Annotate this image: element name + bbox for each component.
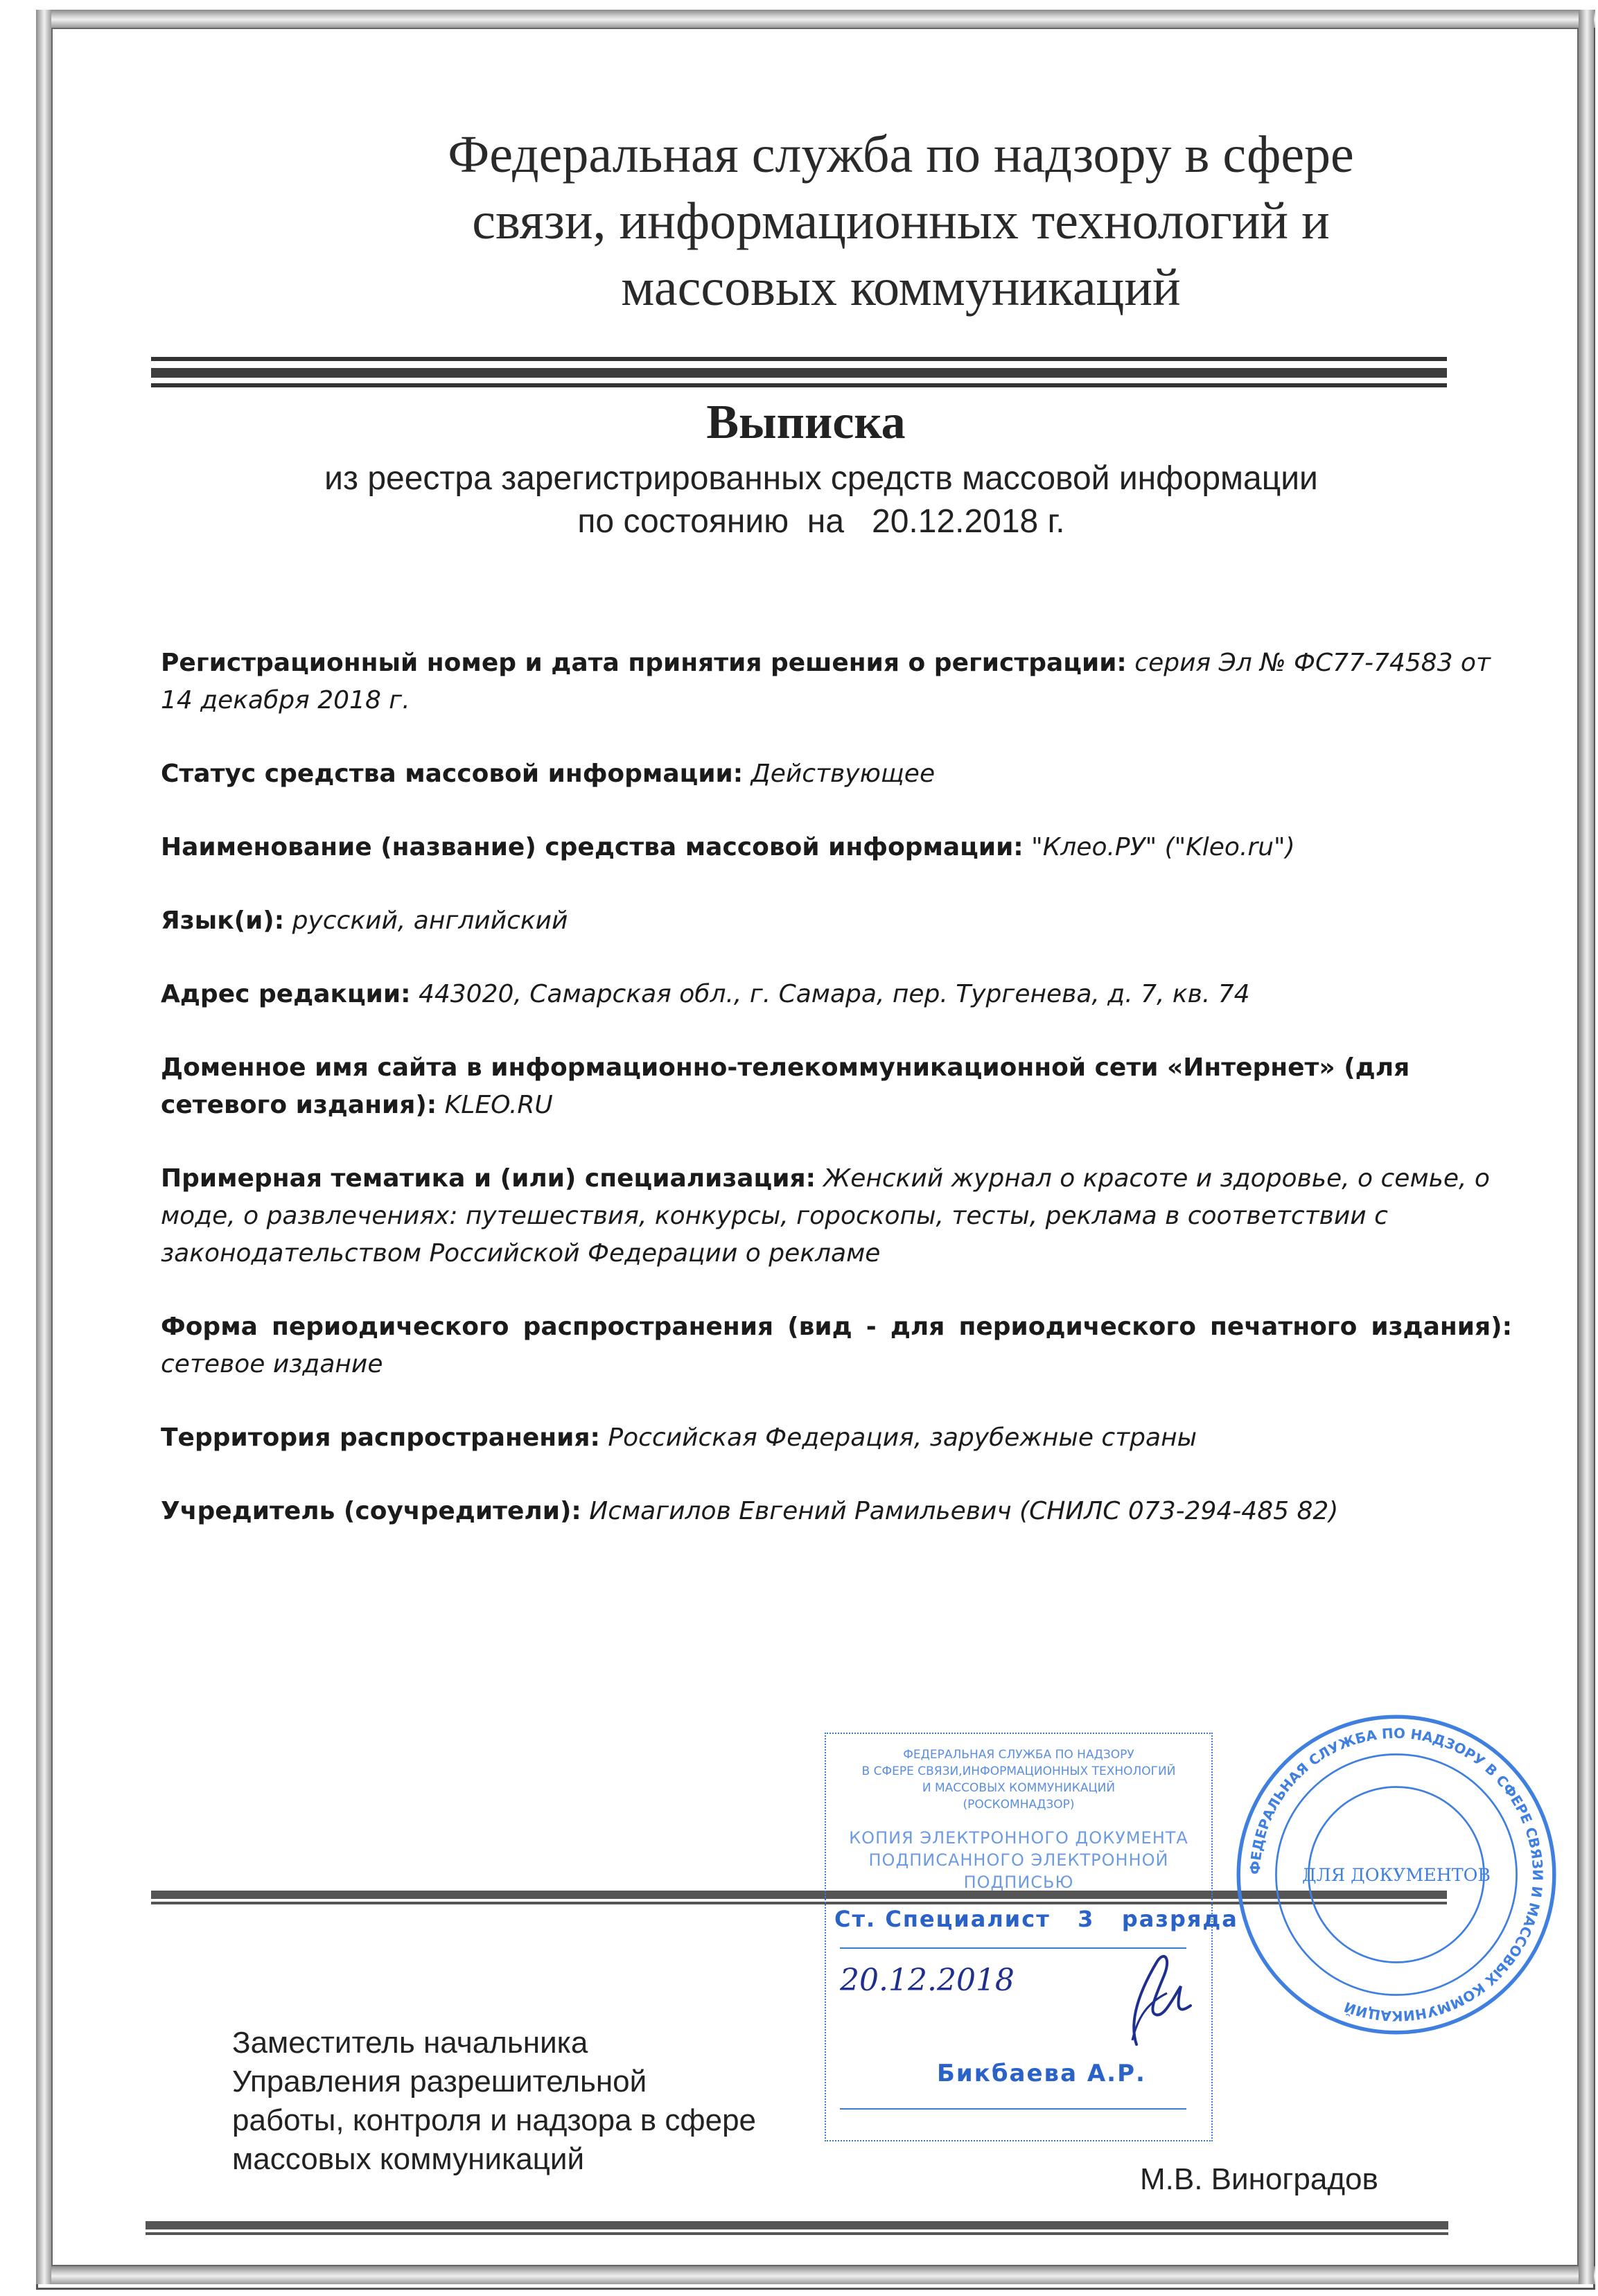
field-value: 443020, Самарская обл., г. Самара, пер. Тургенева, д. 7, кв. 74 xyxy=(418,980,1250,1008)
field-value: Действующее xyxy=(750,760,936,788)
field-founders xyxy=(161,1493,1512,1530)
agency-line: массовых коммуникаций xyxy=(621,258,1181,317)
field-label: Территория распространения: xyxy=(161,1423,600,1452)
subtitle-line: из реестра зарегистрированных средств массовой информации xyxy=(324,460,1318,497)
field-value: сетевое издание xyxy=(161,1350,383,1378)
registry-fields xyxy=(161,645,1512,1566)
field-topics xyxy=(161,1160,1512,1272)
position-line: работы, контроля и надзора в сфере xyxy=(232,2103,757,2137)
field-label: Учредитель (соучредители): xyxy=(161,1497,581,1525)
stamp-copy-line: КОПИЯ ЭЛЕКТРОННОГО ДОКУМЕНТА xyxy=(849,1828,1188,1848)
agency-line: связи, информационных технологий и xyxy=(472,192,1330,250)
position-line: Управления разрешительной xyxy=(232,2065,647,2098)
field-value: русский, английский xyxy=(292,906,568,935)
field-domain-name xyxy=(161,1049,1512,1124)
field-value: серия Эл № ФС77-74583 от 14 декабря 2018 г. xyxy=(161,649,1491,715)
seal-inner-text: ДЛЯ ДОКУМЕНТОВ xyxy=(1302,1865,1491,1886)
frame-border-bottom xyxy=(36,2266,1595,2284)
header-divider xyxy=(151,357,1447,389)
seal-text-path: ФЕДЕРАЛЬНАЯ СЛУЖБА ПО НАДЗОРУ В СФЕРЕ СВЯЗИ И МАССОВЫХ КОММУНИКАЦИЙ xyxy=(1247,1725,1546,2024)
field-registration-number xyxy=(161,645,1512,719)
stamp-person: Бикбаева А.Р. xyxy=(937,2060,1146,2087)
field-editorial-address xyxy=(161,976,1512,1013)
stamp-org-line: В СФЕРЕ СВЯЗИ,ИНФОРМАЦИОННЫХ ТЕХНОЛОГИЙ xyxy=(861,1764,1176,1778)
signer-name: М.В. Виноградов xyxy=(1140,2162,1378,2196)
field-label: Адрес редакции: xyxy=(161,980,411,1008)
agency-name xyxy=(346,121,1455,321)
frame-border-top xyxy=(36,10,1595,28)
field-label: Статус средства массовой информации: xyxy=(161,760,744,788)
field-distribution-territory xyxy=(161,1419,1512,1457)
stamp-org-line: (РОСКОМНАДЗОР) xyxy=(963,1798,1075,1812)
document-subtitle xyxy=(249,457,1393,543)
field-value: "Клео.РУ" ("Kleo.ru") xyxy=(1031,833,1295,861)
signer-position xyxy=(232,2024,756,2179)
field-media-name xyxy=(161,829,1512,866)
stamp-organization xyxy=(826,1746,1211,1813)
electronic-copy-stamp xyxy=(825,1733,1238,2141)
stamp-org-line: ФЕДЕРАЛЬНАЯ СЛУЖБА ПО НАДЗОРУ xyxy=(903,1748,1134,1762)
field-value: Женский журнал о красоте и здоровье, о семье, о моде, о развлечениях: путешествия, конкурсы, гороскопы, тесты, реклама в соответствии с законодательством Российской Федерации о рекламе xyxy=(161,1164,1490,1268)
frame-border-right xyxy=(1579,10,1594,2284)
official-seal xyxy=(1233,1712,1559,2038)
field-status xyxy=(161,755,1512,793)
document-title: Выписка xyxy=(706,396,906,449)
field-value: Российская Федерация, зарубежные страны xyxy=(608,1423,1197,1452)
agency-line: Федеральная служба по надзору в сфере xyxy=(448,125,1354,184)
stamp-org-line: И МАССОВЫХ КОММУНИКАЦИЙ xyxy=(922,1781,1116,1795)
handwritten-signature xyxy=(1109,1947,1199,2051)
field-languages xyxy=(161,902,1512,940)
field-label: Примерная тематика и (или) специализация: xyxy=(161,1164,816,1193)
position-line: Заместитель начальника xyxy=(232,2026,588,2060)
subtitle-date-line: по состоянию на 20.12.2018 г. xyxy=(577,503,1065,540)
stamp-role: Ст. Специалист 3 разряда xyxy=(834,1906,1238,1932)
field-value: KLEO.RU xyxy=(444,1091,553,1119)
field-label: Наименование (название) средства массовой информации: xyxy=(161,833,1024,861)
stamp-copy-notice xyxy=(826,1827,1211,1893)
footer-divider xyxy=(146,2221,1448,2236)
stamp-copy-line: ПОДПИСАННОГО ЭЛЕКТРОННОЙ ПОДПИСЬЮ xyxy=(868,1850,1169,1892)
stamp-line xyxy=(840,2108,1186,2110)
frame-border-left xyxy=(36,10,51,2284)
position-line: массовых коммуникаций xyxy=(232,2142,585,2176)
field-label: Язык(и): xyxy=(161,906,285,935)
stamp-handwritten-date: 20.12.2018 xyxy=(840,1963,1015,1998)
field-value: Исмагилов Евгений Рамильевич (СНИЛС 073-294-485 82) xyxy=(589,1497,1339,1525)
field-label: Регистрационный номер и дата принятия решения о регистрации: xyxy=(161,649,1127,677)
field-label: Доменное имя сайта в информационно-телекоммуникационной сети «Интернет» (для сетевого издания): xyxy=(161,1053,1410,1119)
field-label: Форма периодического распространения (вид - для периодического печатного издания): xyxy=(161,1313,1512,1341)
field-distribution-form xyxy=(161,1308,1512,1383)
